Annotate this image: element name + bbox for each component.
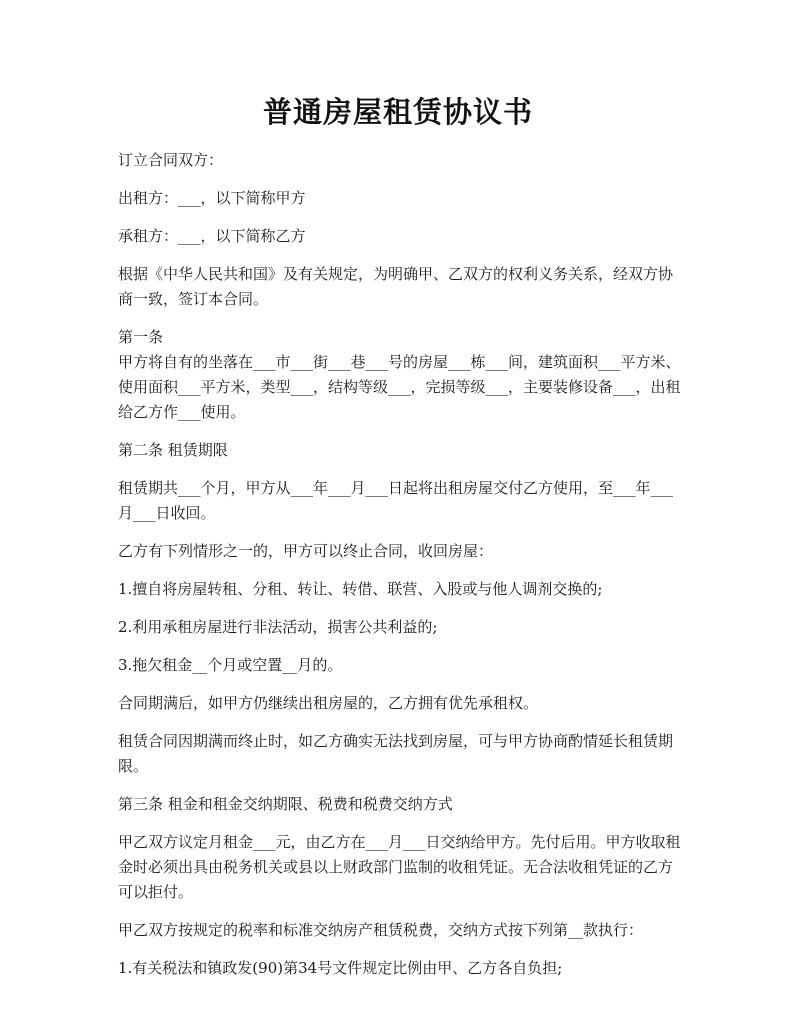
article-3-rent: 甲乙双方议定月租金___元，由乙方在___月___日交纳给甲方。先付后用。甲方收取租金时必须出具由税务机关或县以上财政部门监制的收租凭证。无合法收租凭证的乙方可以拒付。 (118, 833, 681, 901)
paragraph-lessee: 承租方：___，以下简称乙方 (118, 227, 306, 245)
article-3-tax: 甲乙双方按规定的税率和标准交纳房产租赁税费，交纳方式按下列第__款执行： (118, 921, 644, 939)
article-2-priority: 合同期满后，如甲方仍继续出租房屋的，乙方拥有优先承租权。 (118, 694, 539, 712)
article-2-item-3: 3.拖欠租金__个月或空置__月的。 (118, 656, 343, 674)
document-title: 普通房屋租赁协议书 (262, 95, 533, 129)
paragraph-parties-intro: 订立合同双方： (118, 151, 224, 169)
article-3-item-1: 1.有关税法和镇政发(90)第34号文件规定比例由甲、乙方各自负担; (118, 959, 563, 977)
paragraph-preamble: 根据《中华人民共和国》及有关规定，为明确甲、乙双方的权利义务关系，经双方协商一致，签订本合同。 (118, 265, 674, 308)
article-1-text: 甲方将自有的坐落在___市___街___巷___号的房屋___栋___间，建筑面积___平方米、使用面积___平方米，类型___，结构等级___，完损等级___，主要装修设备___，出租给乙方作___使用。 (118, 353, 681, 421)
article-2-item-1: 1.擅自将房屋转租、分租、转让、转借、联营、入股或与他人调剂交换的; (118, 580, 603, 598)
article-2-termination-intro: 乙方有下列情形之一的，甲方可以终止合同，收回房屋： (118, 542, 494, 560)
paragraph-lessor: 出租方：___，以下简称甲方 (118, 189, 306, 207)
article-3-heading: 第三条 租金和租金交纳期限、税费和税费交纳方式 (118, 795, 453, 813)
document-body (118, 148, 683, 994)
article-2-term: 租赁期共___个月，甲方从___年___月___日起将出租房屋交付乙方使用，至___年___月___日收回。 (118, 479, 674, 522)
article-1-heading: 第一条 (118, 328, 164, 346)
article-2-extension: 租赁合同因期满而终止时，如乙方确实无法找到房屋，可与甲方协商酌情延长租赁期限。 (118, 732, 674, 775)
article-2-heading: 第二条 租赁期限 (118, 441, 228, 459)
article-2-item-2: 2.利用承租房屋进行非法活动，损害公共利益的; (118, 618, 438, 636)
